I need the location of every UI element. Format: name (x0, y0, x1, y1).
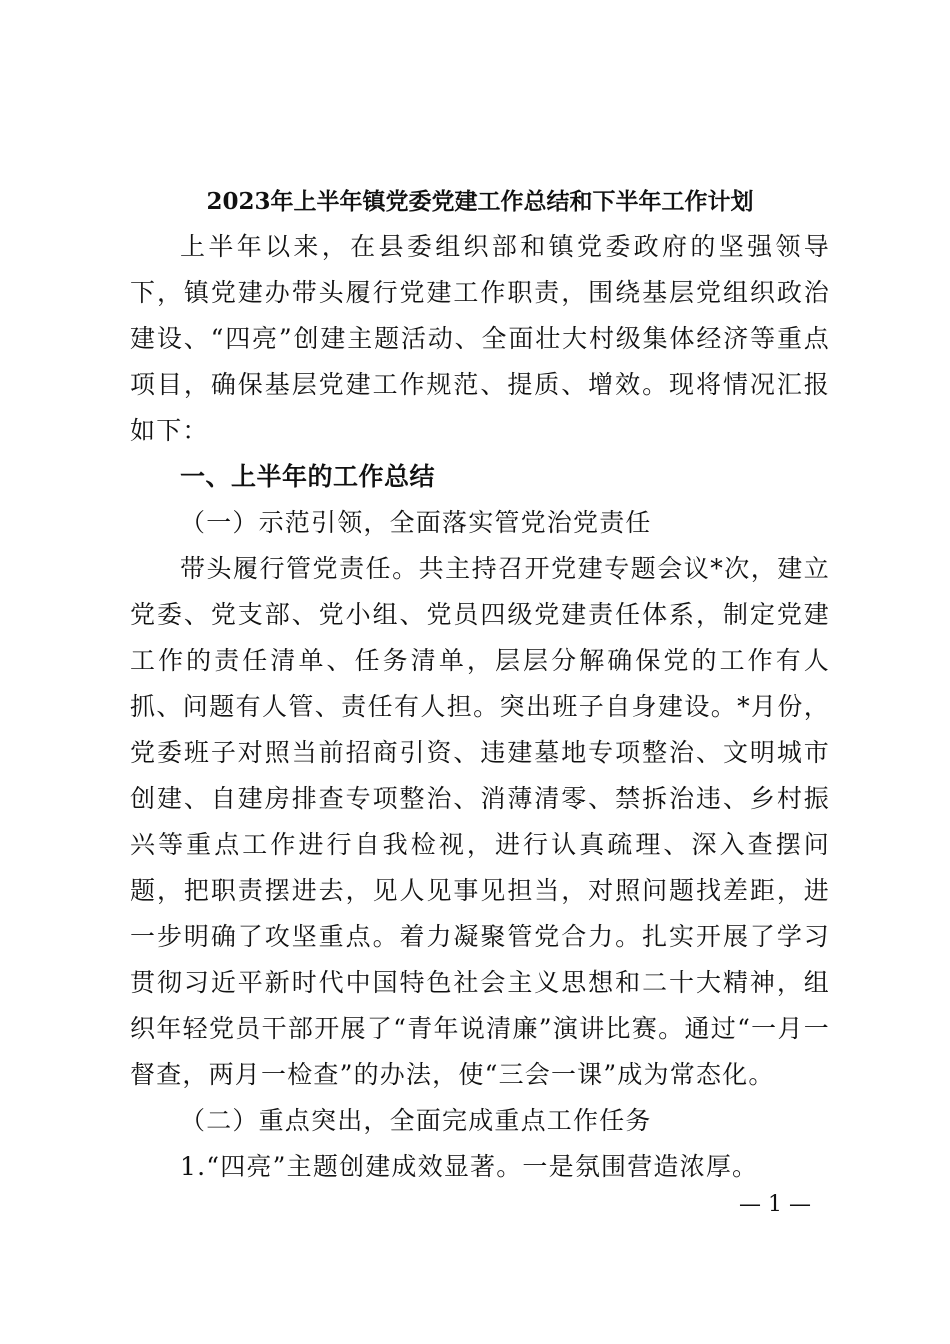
page-number: — 1 — (739, 1192, 811, 1217)
document-body (130, 224, 830, 1190)
document-title: 2023年上半年镇党委党建工作总结和下半年工作计划 (206, 188, 754, 215)
subsection-heading-2: （二）重点突出，全面完成重点工作任务 (180, 1106, 652, 1135)
section-heading-summary: 一、上半年的工作总结 (180, 462, 436, 491)
item-1-paragraph: 1.“四亮”主题创建成效显著。一是氛围营造浓厚。 (180, 1152, 759, 1181)
subsection-1-paragraph: 带头履行管党责任。共主持召开党建专题会议*次，建立党委、党支部、党小组、党员四级党建责任体系，制定党建工作的责任清单、任务清单，层层分解确保党的工作有人抓、问题有人管、责任有人担。突出班子自身建设。*月份，党委班子对照当前招商引资、违建墓地专项整治、文明城市创建、自建房排查专项整治、消薄清零、禁拆治违、乡村振兴等重点工作进行自我检视，进行认真疏理、深入查摆问题，把职责摆进去，见人见事见担当，对照问题找差距，进一步明确了攻坚重点。着力凝聚管党合力。扎实开展了学习贯彻习近平新时代中国特色社会主义思想和二十大精神，组织年轻党员干部开展了“青年说清廉”演讲比赛。通过“一月一督查，两月一检查”的办法，使“三会一课”成为常态化。 (130, 554, 830, 1089)
intro-paragraph: 上半年以来，在县委组织部和镇党委政府的坚强领导下，镇党建办带头履行党建工作职责，围绕基层党组织政治建设、“四亮”创建主题活动、全面壮大村级集体经济等重点项目，确保基层党建工作规范、提质、增效。现将情况汇报如下： (130, 232, 830, 445)
subsection-heading-1: （一）示范引领，全面落实管党治党责任 (180, 508, 652, 537)
